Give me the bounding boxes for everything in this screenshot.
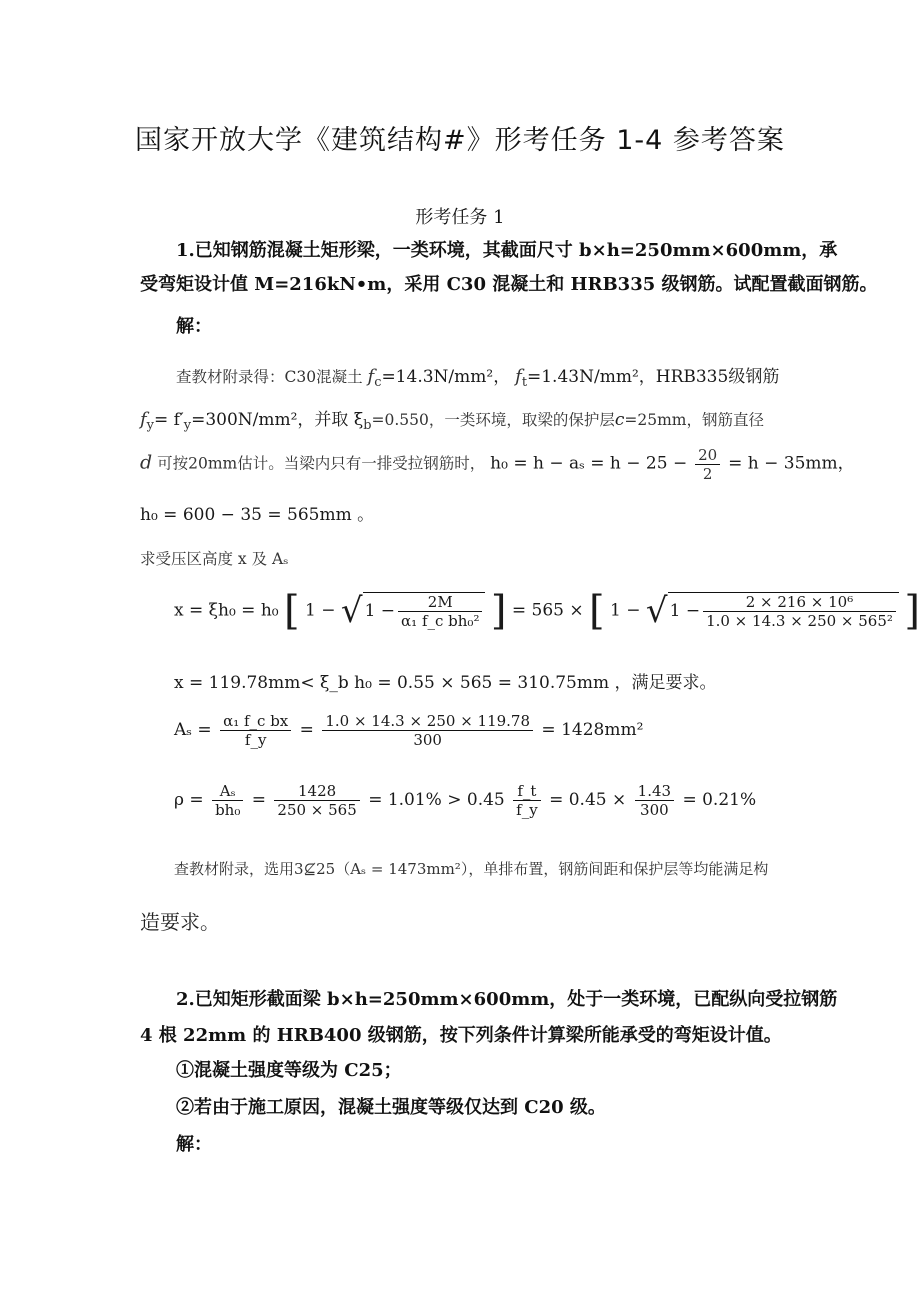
frac-num: 1428 xyxy=(274,782,359,801)
frac-num: 2M xyxy=(398,593,482,612)
eq-fraction xyxy=(703,593,896,630)
sol1-sub: b xyxy=(363,418,372,434)
bracket-right: ] xyxy=(904,588,920,634)
eq-text: 1 − xyxy=(610,600,641,621)
equation-As xyxy=(174,712,643,749)
sol1-expr: = h − 35mm， xyxy=(728,453,855,474)
sol1-value: =14.3N/mm²， xyxy=(381,367,511,387)
eq-text: x = ξh₀ = h₀ xyxy=(174,600,279,621)
sol1-line1 xyxy=(176,362,779,390)
eq-text: = 0.21% xyxy=(682,790,757,810)
sol1-var: f xyxy=(515,366,522,387)
q1-line2: 受弯矩设计值 M=216kN•m，采用 C30 混凝土和 HRB335 级钢筋。试配置截面钢筋。 xyxy=(140,274,878,295)
frac-den: f_y xyxy=(516,801,538,819)
sol1-line4: h₀ = 600 − 35 = 565mm 。 xyxy=(140,505,375,525)
sol1-fraction xyxy=(695,446,720,483)
sol1-line5: 求受压区高度 x 及 Aₛ xyxy=(140,550,289,568)
sol1-var: c xyxy=(614,410,625,430)
sol1-conclusion-line1: 查教材附录，选用3⊈25（Aₛ = 1473mm²），单排布置，钢筋间距和保护层等均能满足构 xyxy=(174,860,769,878)
section-heading: 形考任务 1 xyxy=(415,207,505,228)
q2-item2: ②若由于施工原因，混凝土强度等级仅达到 C20 级。 xyxy=(176,1097,606,1118)
sqrt-body xyxy=(668,592,899,630)
eq-fraction xyxy=(513,782,541,819)
frac-den: 300 xyxy=(413,731,442,749)
frac-num: α₁ f_c bx xyxy=(220,712,291,731)
sol1-sub: c xyxy=(374,375,382,391)
eq-text: = 565 × xyxy=(511,600,584,621)
eq-text: = xyxy=(251,790,266,810)
frac-den: 250 × 565 xyxy=(277,801,357,819)
sqrt-sign: √ xyxy=(645,591,668,631)
frac-num: 2 × 216 × 10⁶ xyxy=(703,593,896,612)
sol1-conclusion-line2: 造要求。 xyxy=(140,910,220,934)
q2-line2: 4 根 22mm 的 HRB400 级钢筋，按下列条件计算梁所能承受的弯矩设计值。 xyxy=(140,1025,782,1046)
eq-text: 1 − xyxy=(669,601,701,621)
frac-num: Aₛ xyxy=(212,782,243,801)
sol1-expr: h₀ = h − aₛ = h − 25 − xyxy=(490,453,688,474)
frac-num: 1.0 × 14.3 × 250 × 119.78 xyxy=(322,712,533,731)
eq-fraction xyxy=(398,593,482,630)
sol1-value: =1.43N/mm²，HRB335级钢筋 xyxy=(527,367,780,387)
frac-num: 1.43 xyxy=(635,782,674,801)
frac-num: 20 xyxy=(695,446,720,465)
eq-text: = xyxy=(299,720,314,740)
eq-text: 1 − xyxy=(364,601,396,621)
sol1-var: f xyxy=(367,366,375,387)
eq-fraction xyxy=(212,782,243,819)
frac-den: 300 xyxy=(640,801,669,819)
sqrt-sign: √ xyxy=(340,591,363,631)
sol1-line2 xyxy=(140,405,764,433)
sol1-sub: y xyxy=(183,418,192,434)
frac-den: α₁ f_c bh₀² xyxy=(401,612,480,630)
equation-x-check: x = 119.78mm< ξ_b h₀ = 0.55 × 565 = 310.75mm ，满足要求。 xyxy=(174,673,717,693)
q2-item1: ①混凝土强度等级为 C25； xyxy=(176,1060,402,1081)
sol1-var: f xyxy=(140,409,147,430)
eq-text: = 1.01% > 0.45 xyxy=(368,790,505,810)
eq-text: = 0.45 × xyxy=(549,790,627,810)
sol1-value: = f′ xyxy=(153,410,184,430)
eq-fraction xyxy=(274,782,359,819)
equation-rho xyxy=(174,782,756,819)
sol1-line3 xyxy=(140,446,855,483)
eq-fraction xyxy=(322,712,533,749)
q1-solution-label: 解： xyxy=(176,316,212,337)
sol1-text: =0.550，一类环境，取梁的保护层 xyxy=(371,411,615,429)
frac-den: 2 xyxy=(702,465,713,483)
frac-den: 1.0 × 14.3 × 250 × 565² xyxy=(706,612,893,630)
eq-fraction xyxy=(220,712,291,749)
sol1-sub: y xyxy=(146,418,154,434)
sol1-text: 查教材附录得：C30混凝土 xyxy=(176,368,363,386)
sqrt-body xyxy=(363,592,486,630)
eq-fraction xyxy=(635,782,674,819)
sol1-text: 可按20mm估计。当梁内只有一排受拉钢筋时， xyxy=(157,454,486,473)
eq-text: 1 − xyxy=(305,600,336,621)
q1-line1: 1.已知钢筋混凝土矩形梁，一类环境，其截面尺寸 b×h=250mm×600mm，承 xyxy=(176,240,838,261)
bracket-right: ] xyxy=(490,588,507,634)
bracket-left: [ xyxy=(589,588,605,634)
equation-x xyxy=(174,588,920,634)
document-title: 国家开放大学《建筑结构#》形考任务 1-4 参考答案 xyxy=(135,125,785,156)
sol1-text: =25mm，钢筋直径 xyxy=(624,411,764,429)
q2-solution-label: 解： xyxy=(176,1134,212,1155)
bracket-left: [ xyxy=(284,588,300,634)
frac-den: f_y xyxy=(244,731,267,749)
sol1-sub: t xyxy=(521,375,527,391)
frac-den: bh₀ xyxy=(215,801,241,819)
sol1-var: d xyxy=(140,451,153,474)
q2-line1: 2.已知矩形截面梁 b×h=250mm×600mm，处于一类环境，已配纵向受拉钢筋 xyxy=(176,989,838,1010)
sol1-value: =300N/mm²，并取 ξ xyxy=(191,410,364,430)
eq-text: ρ = xyxy=(174,790,204,810)
eq-text: = 1428mm² xyxy=(541,720,644,740)
frac-num: f_t xyxy=(513,782,541,801)
eq-text: Aₛ = xyxy=(174,720,212,740)
